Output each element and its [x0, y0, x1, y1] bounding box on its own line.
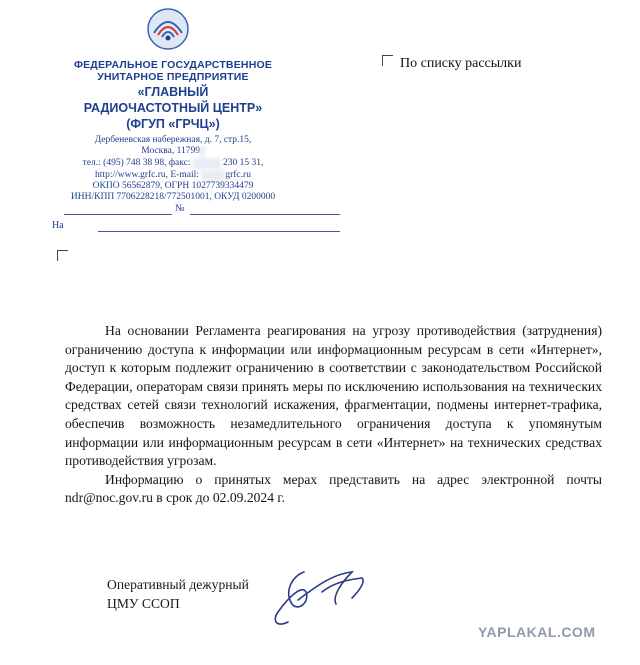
number-underline	[190, 214, 340, 215]
address-line-2	[48, 146, 298, 157]
on-label: На	[52, 220, 64, 231]
signatory-role	[107, 575, 249, 613]
address-line-1: Дербеневская набережная, д. 7, стр.15,	[94, 135, 252, 145]
org-name-line-4: РАДИОЧАСТОТНЫЙ ЦЕНТР»	[83, 101, 263, 115]
site-watermark: YAPLAKAL.COM	[478, 624, 596, 640]
okpo-line: ОКПО 56562879, ОГРН 1027739334479	[92, 181, 254, 191]
contact-phone-line	[48, 158, 298, 169]
signatory-role-line-2: ЦМУ ССОП	[107, 596, 180, 611]
org-name-line-2: УНИТАРНОЕ ПРЕДПРИЯТИЕ	[97, 71, 249, 83]
number-sign: №	[175, 203, 185, 214]
signatory-role-line-1: Оперативный дежурный	[107, 577, 249, 592]
org-name-line-3: «ГЛАВНЫЙ	[137, 85, 209, 99]
handwritten-signature-icon	[262, 562, 382, 634]
subject-corner-mark	[57, 250, 68, 261]
letter-body	[65, 322, 602, 508]
web-label: http://www.grfc.ru, E-mail:	[95, 170, 199, 180]
on-underline	[98, 231, 340, 232]
addressee-corner-mark	[382, 55, 393, 66]
phone-label: тел.: (495) 748 38 98, факс:	[82, 158, 191, 168]
org-name-line-1: ФЕДЕРАЛЬНОЕ ГОСУДАРСТВЕННОЕ	[73, 59, 273, 71]
mailing-list-label: По списку рассылки	[400, 56, 522, 71]
fax-number: 230 15 31,	[222, 158, 264, 168]
body-paragraph-1: На основании Регламента реагирования на угрозу противодействия (затруднения) ограничению доступа к информации или информационным ресурсам в сети «Интернет», доступ к которым подлежит ограничению в соответствии с законодательством Российской Федерации, операторам связи принять меры по исключению использования на технических средствах сетей связи технологий искажения, фрагментации, подмены интернет-трафика, обеспечив возможность незамедлительного ограничения доступа к упомянутым информации или информационным ресурсам в сети «Интернет» на технических средствах противодействия угрозам.	[65, 323, 602, 469]
inn-line: ИНН/КПП 7706228218/772501001, ОКУД 0200000	[70, 192, 276, 202]
redacted-patch	[193, 158, 221, 169]
address-city: Москва, 11799	[141, 146, 200, 156]
date-underline	[64, 214, 172, 215]
email-tail: grfc.ru	[225, 170, 251, 180]
body-paragraph-2: Информацию о принятых мерах представить на адрес электронной почты ndr@noc.gov.ru в срок до 02.09.2024 г.	[65, 471, 602, 506]
redacted-patch	[200, 146, 205, 157]
redacted-patch	[201, 170, 225, 181]
org-name-abbrev: (ФГУП «ГРЧЦ»)	[126, 117, 220, 131]
radio-frequency-center-logo-icon	[146, 7, 190, 51]
contact-web-line	[48, 170, 298, 181]
